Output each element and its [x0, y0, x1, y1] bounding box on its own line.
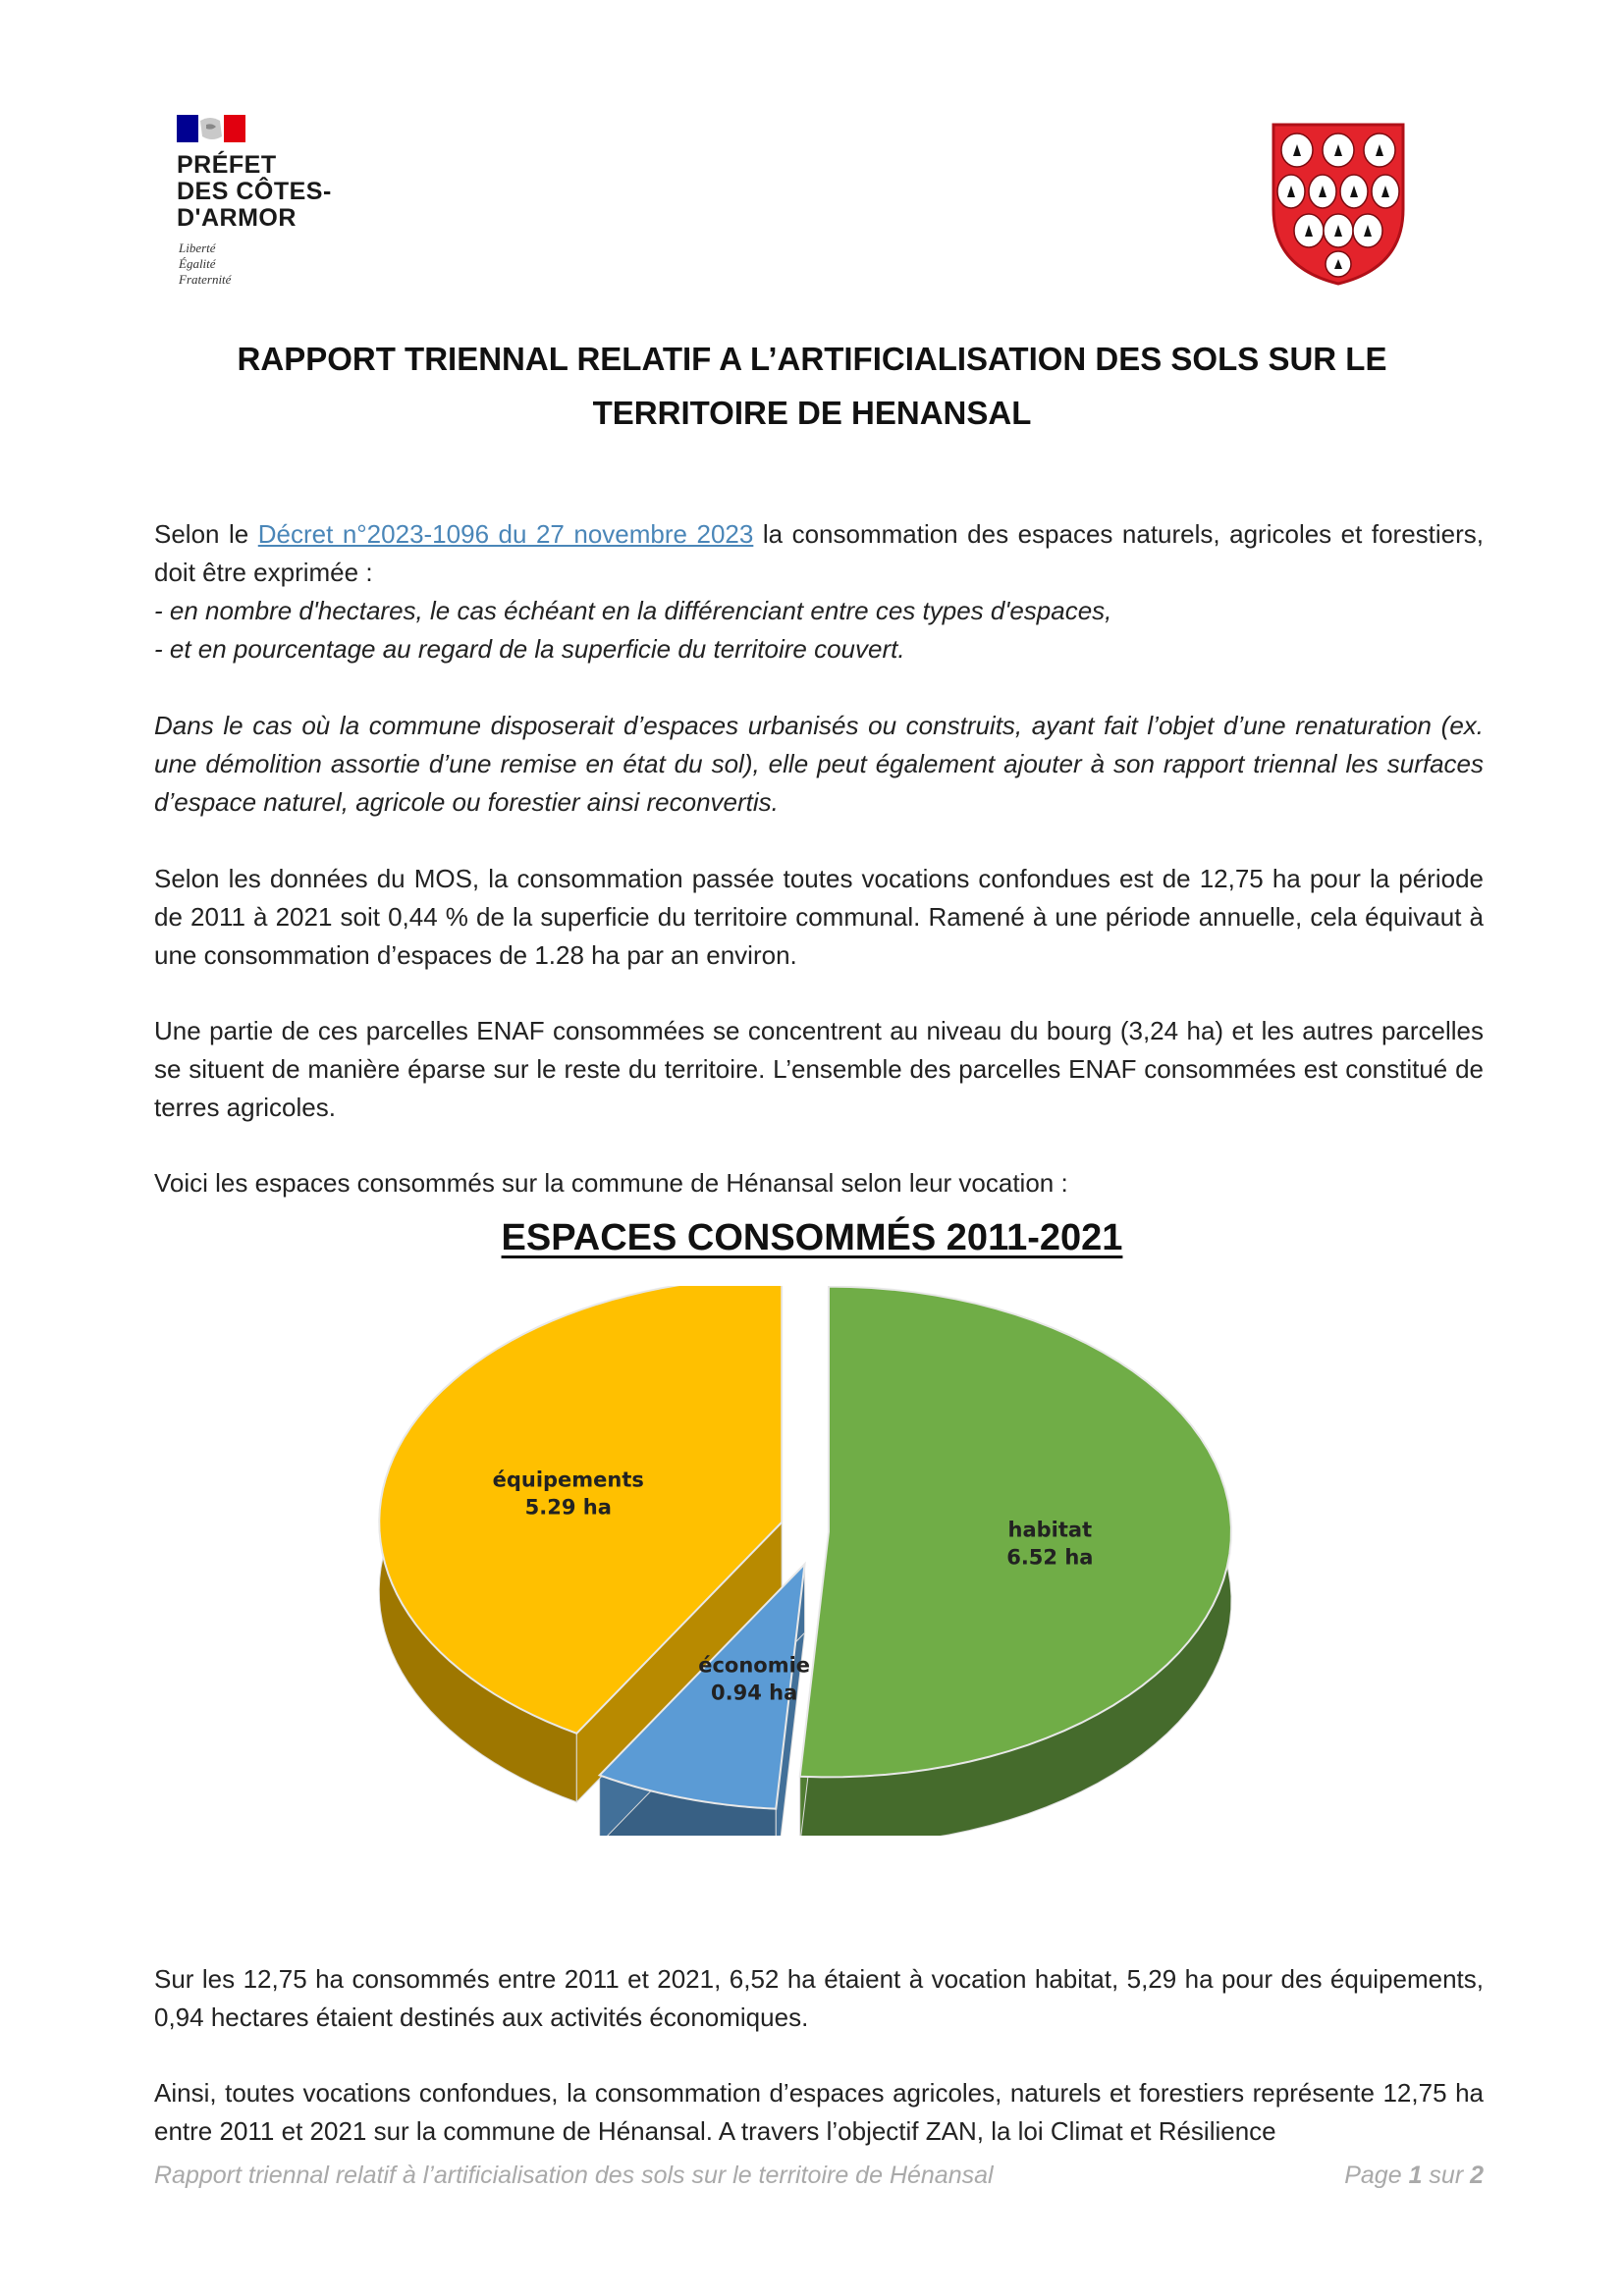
pie-value-1: 0.94 ha: [711, 1681, 798, 1705]
prefecture-line-2: DES CÔTES-: [177, 178, 332, 205]
pie-chart: [353, 1286, 1276, 1836]
paragraph-summary: Sur les 12,75 ha consommés entre 2011 et 2021, 6,52 ha étaient à vocation habitat, 5,29 ha pour des équipements, 0,94 hectares étaient destinés aux activités économiques.: [154, 1964, 1484, 2032]
motto-fraternite: Fraternité: [179, 272, 232, 287]
p1-suffix: la consommation des espaces naturels, agricoles et forestiers, doit être exprimée :: [154, 519, 1485, 587]
p1-list-item-2: - et en pourcentage au regard de la superficie du territoire couvert.: [154, 634, 905, 664]
p1-list-item-1: - en nombre d'hectares, le cas échéant en la différenciant entre ces types d'espaces,: [154, 596, 1112, 625]
prefecture-logo: [157, 93, 358, 314]
breton-ermine-crest-icon: [1270, 121, 1407, 288]
motto-egalite: Égalité: [179, 256, 216, 271]
title-line-1: RAPPORT TRIENNAL RELATIF A L’ARTIFICIALISATION DES SOLS SUR LE: [237, 341, 1387, 377]
paragraph-chart-intro: Voici les espaces consommés sur la commune de Hénansal selon leur vocation :: [154, 1168, 1068, 1198]
republic-motto: [179, 240, 231, 288]
p1-prefix: Selon le: [154, 519, 258, 549]
chart-title: ESPACES CONSOMMÉS 2011-2021: [501, 1217, 1123, 1258]
pie-label-1: économie: [698, 1653, 811, 1678]
prefecture-line-1: PRÉFET: [177, 151, 277, 179]
paragraph-enaf: Une partie de ces parcelles ENAF consommées se concentrent au niveau du bourg (3,24 ha) et les autres parcelles se situent de manière éparse sur le reste du territoire. L’ensemble des parcelles ENAF consommées est constitué de terres agricoles.: [154, 1016, 1484, 1122]
pie-value-2: 5.29 ha: [524, 1495, 612, 1520]
pie-value-0: 6.52 ha: [1006, 1545, 1094, 1570]
decree-link[interactable]: Décret n°2023-1096 du 27 novembre 2023: [257, 519, 754, 549]
title-line-2: TERRITOIRE DE HENANSAL: [592, 395, 1032, 431]
marianne-icon: [177, 115, 245, 142]
pie-label-0: habitat: [1007, 1518, 1093, 1542]
paragraph-zan: Ainsi, toutes vocations confondues, la consommation d’espaces agricoles, naturels et forestiers représente 12,75 ha entre 2011 et 2021 sur la commune de Hénansal. A travers l’objectif ZAN, la loi Climat et Résilience: [154, 2078, 1484, 2146]
motto-liberte: Liberté: [179, 240, 216, 255]
footer-title: Rapport triennal relatif à l’artificialisation des sols sur le territoire de Hénansal: [154, 2162, 994, 2189]
prefecture-name: [177, 152, 332, 232]
paragraph-renaturation: Dans le cas où la commune disposerait d’espaces urbanisés ou construits, ayant fait l’objet d’une renaturation (ex. une démolition assortie d’une remise en état du sol), elle peut également ajouter à son rapport triennal les surfaces d’espace naturel, agricole ou forestier ainsi reconvertis.: [154, 711, 1484, 817]
footer-page-number: Page 1 sur 2: [1344, 2162, 1484, 2189]
paragraph-decree: [154, 515, 1484, 668]
prefecture-line-3: D'ARMOR: [177, 204, 297, 232]
paragraph-mos: Selon les données du MOS, la consommation passée toutes vocations confondues est de 12,75 ha pour la période de 2011 à 2021 soit 0,44 % de la superficie du territoire communal. Ramené à une période annuelle, cela équivaut à une consommation d’espaces de 1.28 ha par an environ.: [154, 864, 1484, 970]
pie-label-2: équipements: [492, 1468, 644, 1492]
page-title: [196, 332, 1428, 440]
